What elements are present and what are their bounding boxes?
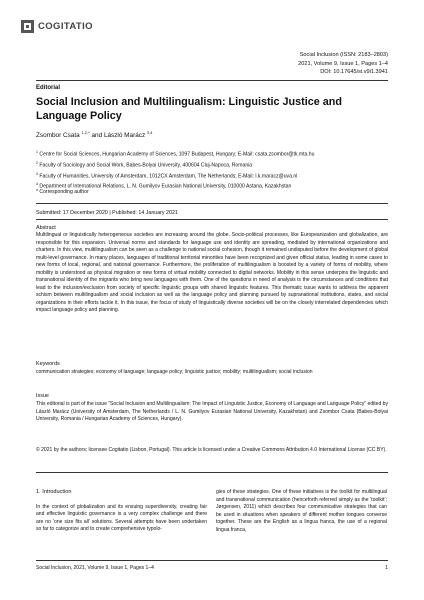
author-affiliation-marker: 1,2,* [81, 130, 90, 135]
submission-dates: Submitted: 17 December 2020 | Published: 14 January 2021 [36, 210, 178, 216]
cogitatio-logo [21, 20, 93, 33]
corresponding-author-note: * Corresponding author [36, 189, 89, 195]
body-paragraph: In the context of globalization and its ensuing superdiversity, creating fair and effective linguistic governance is a very complex challenge and there are no ‘one size fits all’ solutions. Several attempts have been undertaken so far to categorize and to create comprehensive typolo- [36, 503, 207, 533]
journal-doi[interactable]: DOI: 10.17645/si.v9i1.3941 [320, 69, 388, 76]
body-column-left [36, 489, 207, 534]
article-title: Social Inclusion and Multilingualism: Linguistic Justice and Language Policy [36, 96, 342, 122]
divider-rule [36, 472, 388, 473]
divider-rule [36, 219, 388, 220]
header-rule [36, 80, 388, 81]
author-conjunction: and [91, 132, 103, 140]
section-label: Editorial [36, 85, 61, 91]
affiliation-item: $^2$ Faculty of Sociology and Social Work, Babes-Bolyai University, 400604 Cluj-Napoca, Romania [36, 160, 253, 169]
section-heading: 1. Introduction [36, 489, 72, 495]
journal-info [298, 51, 388, 77]
affiliation-item: $^3$ Faculty of Humanities, University of Amsterdam, 1012CX Amsterdam, The Netherlands; E-Mail: l.k.maracz@uva.nl [36, 171, 298, 180]
issue-label: Issue [36, 393, 49, 399]
keywords-text: communication strategies; economy of language; language policy; linguistic justice; mobility; multilingualism; social inclusion [36, 369, 313, 375]
author-name: Zsombor Csata [36, 132, 80, 140]
journal-volume: 2021, Volume 9, Issue 1, Pages 1–4 [298, 60, 388, 67]
body-paragraph: gies of these strategies. One of these initiatives is the toolkit for multilingual and transnational communication (henceforth referred simply as the ‘toolkit’; Jørgensen, 2011) which describes four communicative strategies that can be used in situations when speakers of different mother tongues converse together. These are the English as a lingua franca, the use of a regional lingua franca, [216, 489, 387, 533]
affiliation-list [36, 148, 314, 191]
keywords-label: Keywords [36, 361, 60, 367]
affiliation-item: $^1$ Centre for Social Sciences, Hungarian Academy of Sciences, 1097 Budapest, Hungary; E-Mail: csata.zsombor@tk.mta.hu [36, 150, 315, 158]
footer-rule [36, 560, 388, 561]
abstract-label: Abstract [36, 225, 56, 231]
author-name: László Marácz [103, 132, 146, 140]
body-column-right [216, 489, 387, 534]
license-text: © 2021 by the authors; licensee Cogitatio (Lisbon, Portugal). This article is licensed under a Creative Commons Attribution 4.0 International License (CC BY). [36, 447, 387, 453]
issue-text: This editorial is part of the issue “Social Inclusion and Multilingualism: The Impact of Linguistic Justice, Economy of Language and Language Policy” edited by László Marácz (University of Amsterdam, The Netherlands / L. N. Gumilyov Eurasian National University, Kazakhstan) and Zsombor Csata (Babes-Bolyai University, Romania / Hungarian Academy of Sciences, Hungary). [36, 401, 388, 423]
author-affiliation-marker: 3,4 [146, 130, 153, 135]
logo-text: COGITATIO [38, 21, 93, 32]
author-list [36, 130, 152, 139]
cogitatio-logo-icon [21, 20, 34, 33]
journal-issn: Social Inclusion (ISSN: 2183–2803) [299, 52, 388, 58]
abstract-text: Multilingual or linguistically heterogeneous societies are increasing around the globe. Socio-political processes, like Europeanization and globalization, are responsible for this expansion. Universal norms and standards for language use and identity are spreading, mediated by international organizations and charters. In this view, multilingualism can be seen as a challenge to national social cohesion, though it remained undisputed before the development of global multi-level governance. In many places, languages of traditional territorial minorities have been recognized and given official status, leading in some cases to new forms of local, regional, and national governance. Furthermore, the proliferation of multilingualism is boosted by a variety of forms of mobility, where mobility is understood as physical migration or new forms of virtual mobility connected to digital networks. Mobility in this sense underpins the linguistic and transnational identity of the migrants who bring new languages with them. One of the questions in need of analysis is the circumstances and conditions that lead to the inclusion/exclusion from society of specific linguistic groups with shared linguistic features. This thematic issue wants to address the apparent schism between multilingualism and social inclusion as well as the language policy and planning pursued by supranational institutions, states, and social organizations in their efforts tackle it. In this issue, the focus of study of linguistically diverse societies will be on the closely interrelated dependencies which impact language policy and planning. [36, 232, 388, 314]
divider-rule [36, 203, 388, 204]
affiliation-item: $^4$ Department of International Relations, L. N. Gumilyov Eurasian National University, 010000 Astana, Kazakhstan [36, 182, 292, 191]
footer-citation: Social Inclusion, 2021, Volume 9, Issue 1, Pages 1–4 [36, 565, 154, 571]
page-number: 1 [385, 565, 388, 571]
